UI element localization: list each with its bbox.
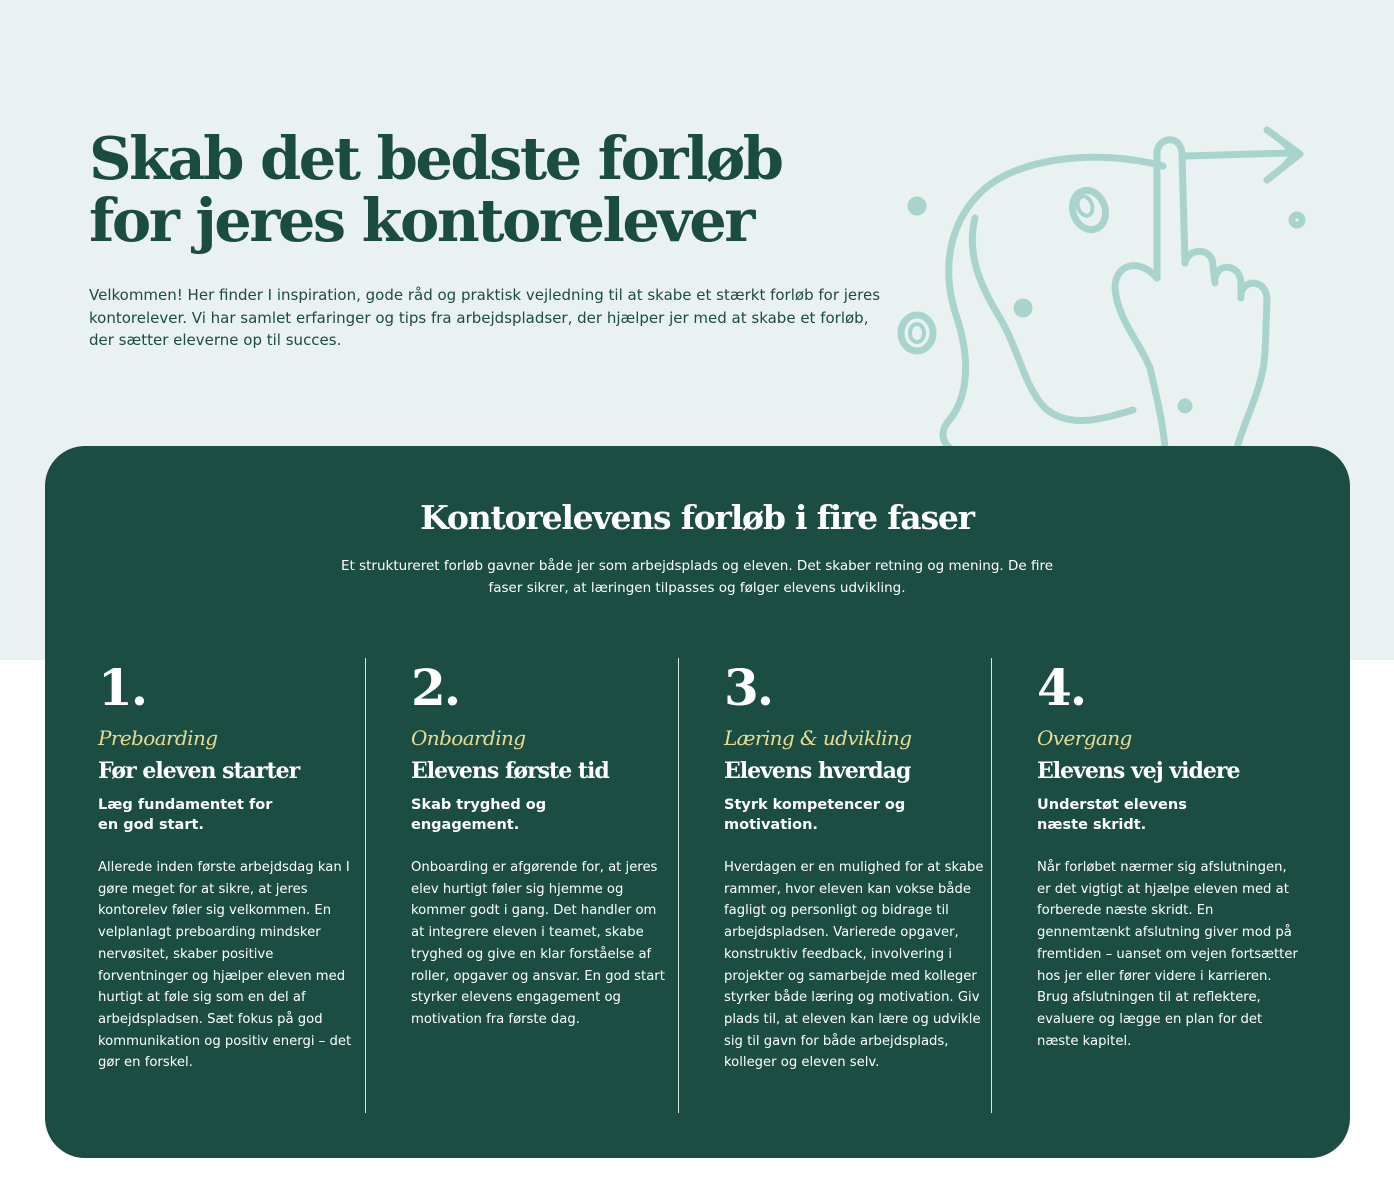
- phase-number: 2.: [411, 658, 460, 717]
- phase-divider: [991, 658, 992, 1113]
- phase-number: 3.: [724, 658, 773, 717]
- phase-label: Onboarding: [411, 726, 526, 750]
- phase-divider: [365, 658, 366, 1113]
- phase-heading: Elevens første tid: [411, 758, 609, 784]
- phase-subheading: Understøt elevens næste skridt.: [1037, 797, 1187, 833]
- pointing-hand-arrow-icon: [895, 118, 1315, 448]
- phase-body: Hverdagen er en mulighed for at skabe rammer, hvor eleven kan vokse både fagligt og personligt og bidrage til arbejdspladsen. Varierede opgaver, konstruktiv feedback, involvering i projekter og samarbejde med kolleger styrker både læring og motivation. Giv plads til, at eleven kan lære og udvikle sig til gavn for både arbejdsplads, kolleger og eleven selv.: [724, 860, 984, 1071]
- phase-heading: Elevens vej videre: [1037, 758, 1240, 784]
- phase-number: 4.: [1037, 658, 1086, 717]
- phase-divider: [678, 658, 679, 1113]
- phase-heading: Før eleven starter: [98, 758, 300, 784]
- page-title: [89, 124, 849, 255]
- phases-title: Kontorelevens forløb i fire faser: [420, 498, 974, 537]
- phase-body: Når forløbet nærmer sig afslutningen, er det vigtigt at hjælpe eleven med at forberede næste skridt. En gennemtænkt afslutning giver mod på fremtiden – uanset om vejen fortsætter hos jer eller fører videre i karrieren. Brug afslutningen til at reflektere, evaluere og lægge en plan for det næste kapitel.: [1037, 860, 1298, 1049]
- phases-intro: Et struktureret forløb gavner både jer som arbejdsplads og eleven. Det skaber retning og mening. De fire faser sikrer, at læringen tilpasses og følger elevens udvikling.: [340, 558, 1054, 596]
- phase-label: Preboarding: [98, 726, 218, 750]
- phase-heading: Elevens hverdag: [724, 758, 911, 784]
- phase-label: Overgang: [1037, 726, 1132, 750]
- phase-card-2: [411, 656, 673, 1031]
- page-title-line-1: Skab det bedste forløb: [89, 124, 782, 193]
- phase-card-1: [98, 656, 360, 1074]
- phase-card-3: [724, 656, 986, 1074]
- phase-body: Allerede inden første arbejdsdag kan I gøre meget for at sikre, at jeres kontorelev føler sig velkommen. En velplanlagt preboarding mindsker nervøsitet, skaber positive forventninger og hjælper eleven med hurtigt at føle sig som en del af arbejdspladsen. Sæt fokus på god kommunikation og positiv energi – det gør en forskel.: [98, 860, 352, 1071]
- page-title-line-2: for jeres kontorelever: [89, 186, 753, 255]
- phase-card-4: [1037, 656, 1299, 1052]
- phase-subheading: Skab tryghed og engagement.: [411, 797, 547, 833]
- hero-intro-text: Velkommen! Her finder I inspiration, gode råd og praktisk vejledning til at skabe et stærkt forløb for jeres kontorelever. Vi har samlet erfaringer og tips fra arbejdspladser, der hjælper jer med at skabe et forløb, der sætter eleverne op til succes.: [89, 286, 881, 349]
- phase-number: 1.: [98, 658, 147, 717]
- phase-body: Onboarding er afgørende for, at jeres elev hurtigt føler sig hjemme og kommer godt i gang. Det handler om at integrere eleven i teamet, skabe tryghed og give en klar forståelse af roller, opgaver og ansvar. En god start styrker elevens engagement og motivation fra første dag.: [411, 860, 665, 1027]
- phase-label: Læring & udvikling: [724, 726, 912, 750]
- phase-subheading: Styrk kompetencer og motivation.: [724, 797, 906, 833]
- phase-subheading: Læg fundamentet for en god start.: [98, 797, 273, 833]
